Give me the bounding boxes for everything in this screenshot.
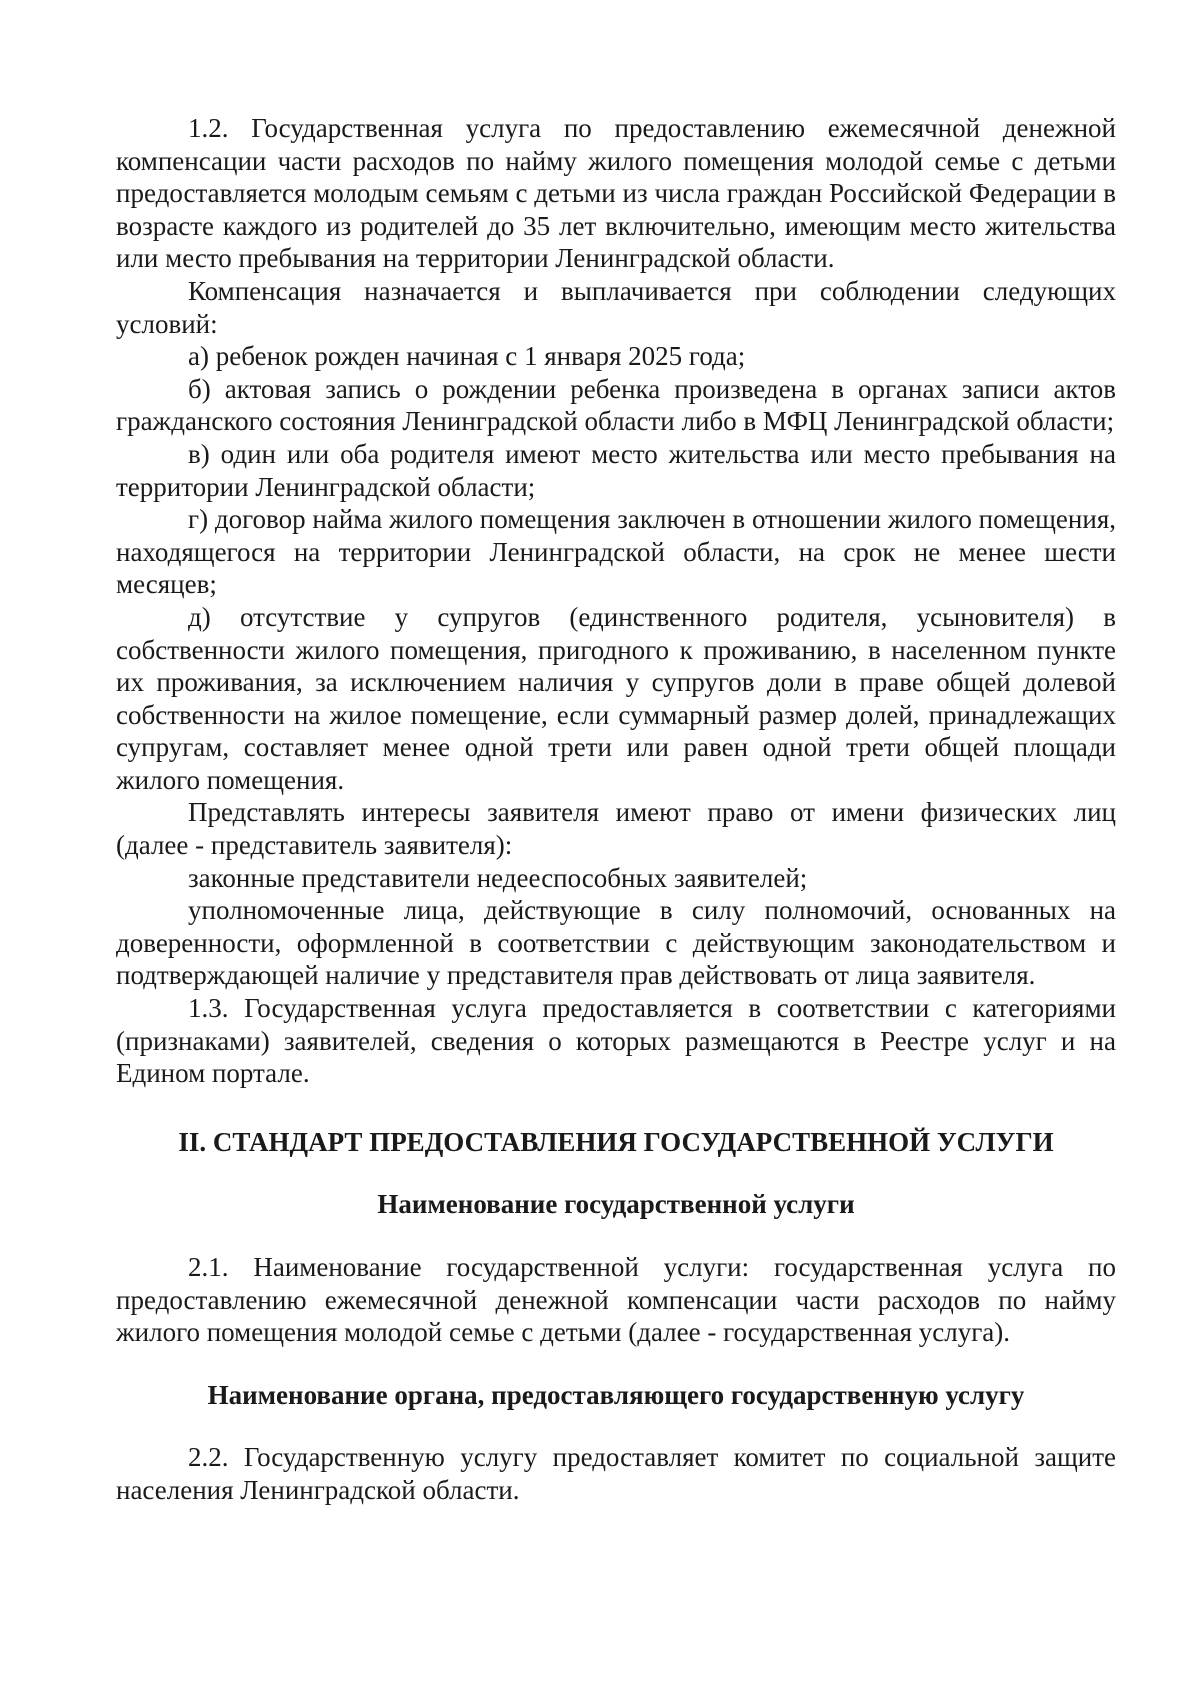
condition-b: б) актовая запись о рождении ребенка произведена в органах записи актов гражданского состояния Ленинградской области либо в МФЦ Ленинградской области;: [116, 373, 1116, 437]
condition-a: а) ребенок рожден начиная с 1 января 2025 года;: [188, 341, 746, 372]
condition-g: г) договор найма жилого помещения заключен в отношении жилого помещения, находящегося на территории Ленинградской области, на срок не менее шести месяцев;: [116, 504, 1116, 600]
condition-v: в) один или оба родителя имеют место жительства или место пребывания на территории Ленинградской области;: [116, 438, 1116, 502]
paragraph-1-3: 1.3. Государственная услуга предоставляется в соответствии с категориями (признаками) заявителей, сведения о которых размещаются в Реестре услуг и на Едином портале.: [116, 993, 1116, 1089]
representative-authorized: уполномоченные лица, действующие в силу полномочий, основанных на доверенности, оформленной в соответствии с действующим законодательством и подтверждающей наличие у представителя прав действовать от лица заявителя.: [116, 895, 1116, 991]
paragraph-representatives: Представлять интересы заявителя имеют право от имени физических лиц (далее - представитель заявителя):: [116, 797, 1116, 861]
subheading-service-name: Наименование государственной услуги: [377, 1189, 855, 1220]
paragraph-2-1: 2.1. Наименование государственной услуги: государственная услуга по предоставлению ежемесячной денежной компенсации части расходов по найму жилого помещения молодой семье с детьми (далее - государственная услуга).: [116, 1252, 1116, 1348]
subheading-authority: Наименование органа, предоставляющего государственную услугу: [207, 1379, 1025, 1410]
condition-d: д) отсутствие у супругов (единственного родителя, усыновителя) в собственности жилого помещения, пригодного к проживанию, в населенном пункте их проживания, за исключением наличия у супругов доли в праве общей долевой собственности на жилое помещение, если суммарный размер долей, принадлежащих супругам, составляет менее одной трети или равен одной трети общей площади жилого помещения.: [116, 601, 1116, 795]
paragraph-conditions-intro: Компенсация назначается и выплачивается при соблюдении следующих условий:: [116, 275, 1116, 339]
document-page: [116, 112, 1116, 1507]
paragraph-1-2: 1.2. Государственная услуга по предоставлению ежемесячной денежной компенсации части расходов по найму жилого помещения молодой семье с детьми предоставляется молодым семьям с детьми из числа граждан Российской Федерации в возрасте каждого из родителей до 35 лет включительно, имеющим место жительства или место пребывания на территории Ленинградской области.: [116, 113, 1116, 274]
representative-legal: законные представители недееспособных заявителей;: [188, 862, 808, 893]
section-heading: II. СТАНДАРТ ПРЕДОСТАВЛЕНИЯ ГОСУДАРСТВЕННОЙ УСЛУГИ: [178, 1126, 1054, 1157]
paragraph-2-2: 2.2. Государственную услугу предоставляет комитет по социальной защите населения Ленинградской области.: [116, 1442, 1116, 1505]
